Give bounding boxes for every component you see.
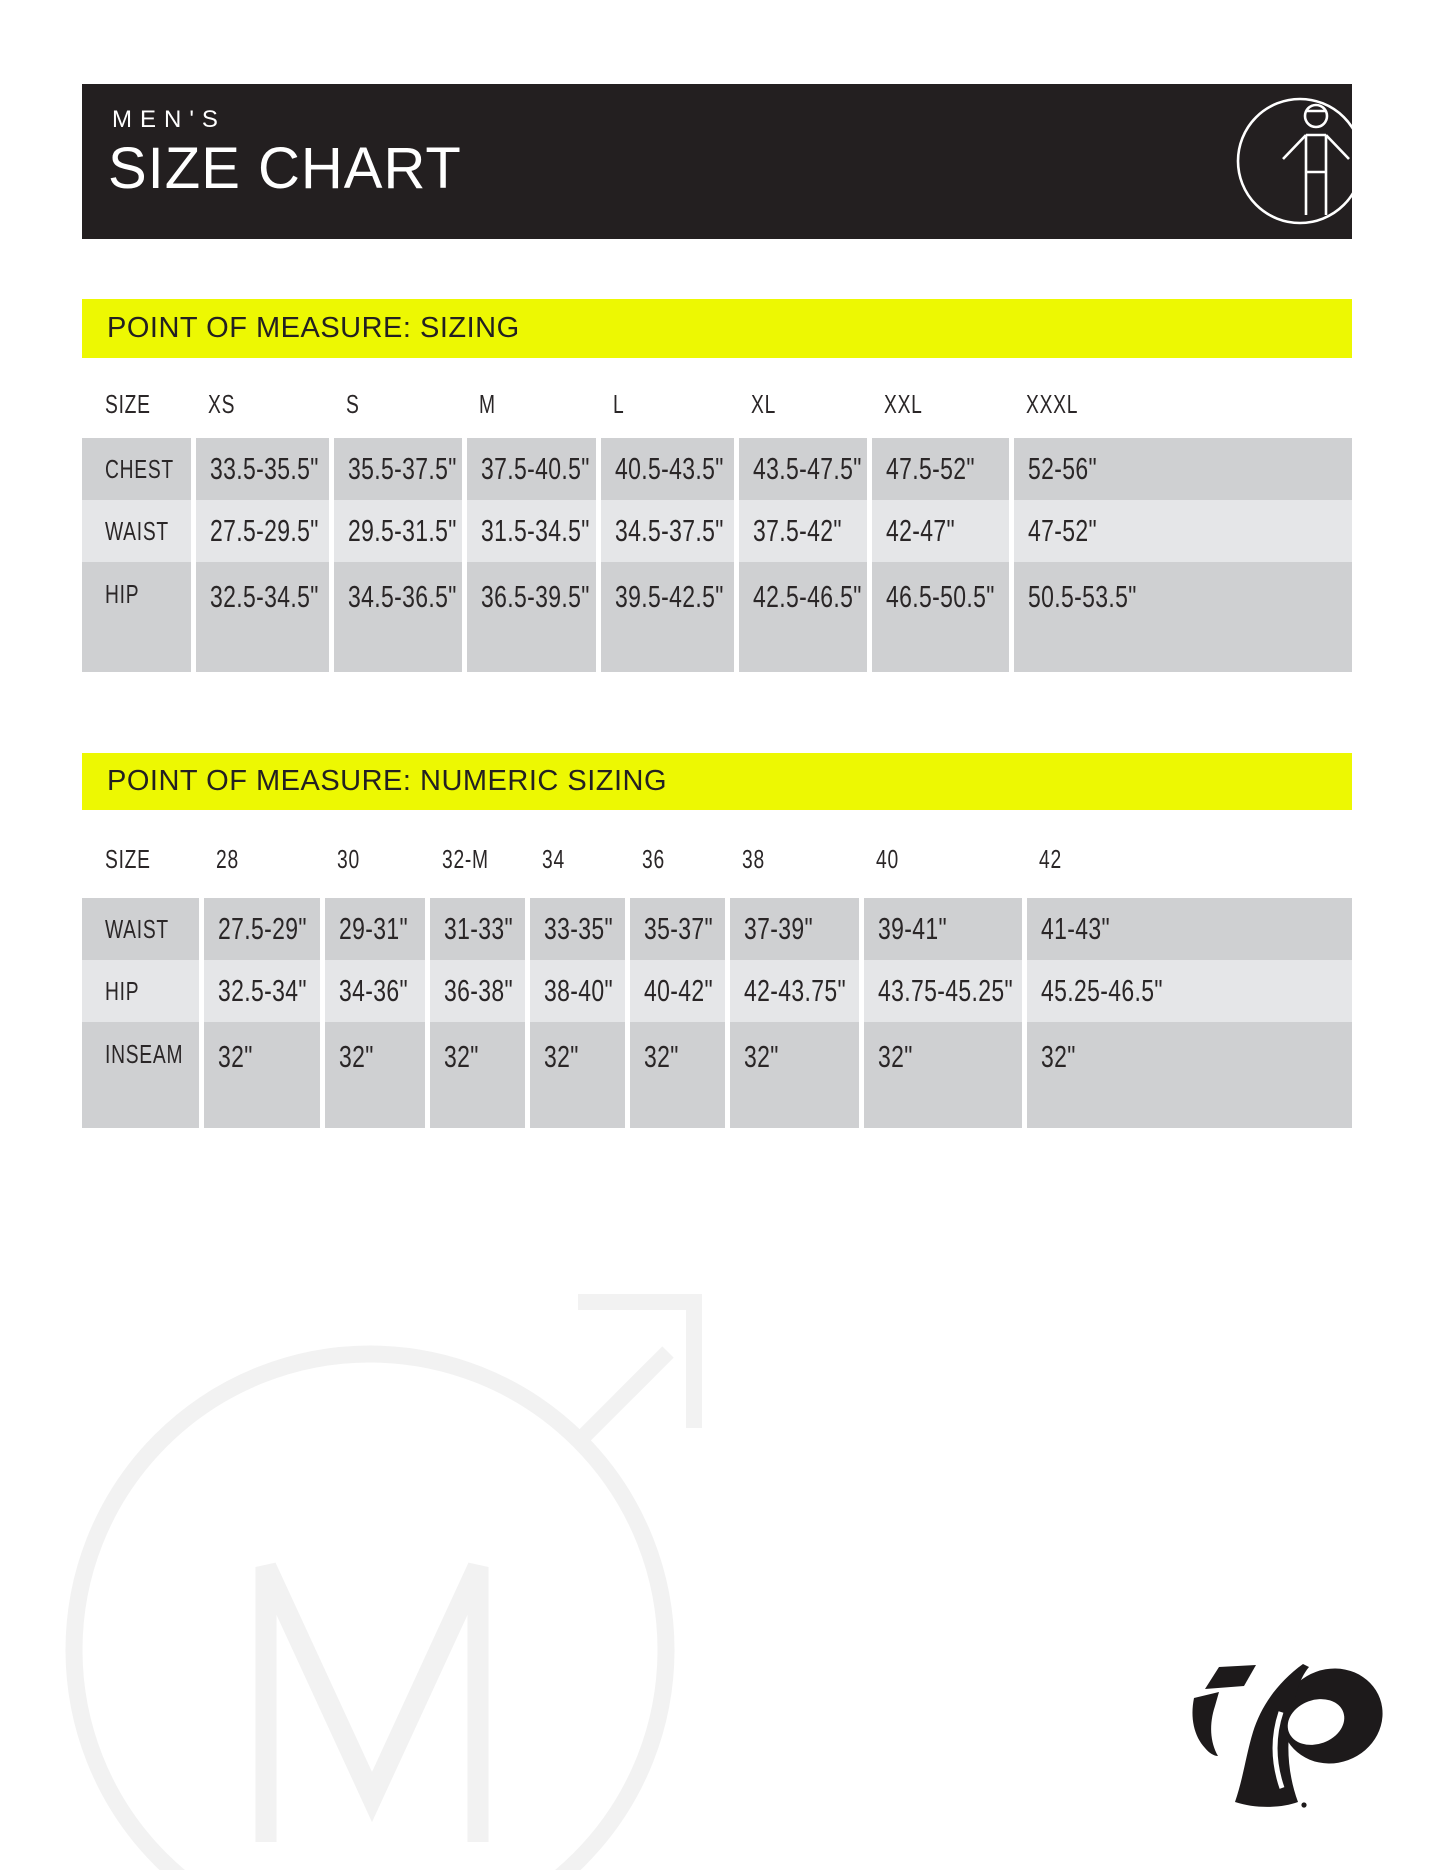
table-cell: 27.5-29" xyxy=(204,898,320,960)
row-label: CHEST xyxy=(82,438,191,500)
table-cell: 42-43.75" xyxy=(730,960,859,1022)
table-cell: 41-43" xyxy=(1027,898,1352,960)
pictogram-circle xyxy=(1238,99,1352,223)
table-cell: 32" xyxy=(730,1022,859,1128)
section-heading-text: POINT OF MEASURE: NUMERIC SIZING xyxy=(107,765,668,797)
table-cell: 47.5-52" xyxy=(872,438,1009,500)
row-label: WAIST xyxy=(82,500,191,562)
table-cell: 32" xyxy=(864,1022,1022,1128)
table-cell: 37.5-42" xyxy=(739,500,867,562)
column-header: 34 xyxy=(542,843,565,874)
table-cell: 33-35" xyxy=(530,898,625,960)
row-label: HIP xyxy=(82,562,191,672)
table-cell: 29.5-31.5" xyxy=(334,500,462,562)
table-cell: 35-37" xyxy=(630,898,725,960)
sizing-table-header xyxy=(82,390,1352,418)
column-header: 38 xyxy=(742,843,765,874)
section-heading-numeric-sizing xyxy=(82,753,1352,810)
table-cell: 32" xyxy=(204,1022,320,1128)
row-label: HIP xyxy=(82,960,199,1022)
sizing-table xyxy=(82,438,1352,672)
column-header: 36 xyxy=(642,843,665,874)
table-cell: 32" xyxy=(325,1022,425,1128)
page-title: SIZE CHART xyxy=(108,136,462,201)
table-cell: 32" xyxy=(1027,1022,1352,1128)
numeric-sizing-table xyxy=(82,898,1352,1128)
column-header: SIZE xyxy=(105,843,151,874)
column-header: 32-M xyxy=(442,843,489,874)
table-cell: 40-42" xyxy=(630,960,725,1022)
row-label: INSEAM xyxy=(82,1022,199,1128)
table-cell: 32" xyxy=(430,1022,525,1128)
table-cell: 52-56" xyxy=(1014,438,1352,500)
column-header: XS xyxy=(208,388,236,419)
column-header: XXL xyxy=(884,388,923,419)
table-cell: 31.5-34.5" xyxy=(467,500,596,562)
table-cell: 36.5-39.5" xyxy=(467,562,596,672)
table-cell: 45.25-46.5" xyxy=(1027,960,1352,1022)
pearl-izumi-logo-icon xyxy=(1190,1652,1390,1817)
male-symbol-watermark-icon xyxy=(60,1290,720,1870)
table-cell: 32" xyxy=(630,1022,725,1128)
table-cell: 36-38" xyxy=(430,960,525,1022)
table-cell: 42-47" xyxy=(872,500,1009,562)
table-cell: 38-40" xyxy=(530,960,625,1022)
table-cell: 37-39" xyxy=(730,898,859,960)
table-cell: 34.5-37.5" xyxy=(601,500,734,562)
column-header: S xyxy=(346,388,360,419)
table-cell: 42.5-46.5" xyxy=(739,562,867,672)
column-header: XXXL xyxy=(1026,388,1079,419)
column-header: 28 xyxy=(216,843,239,874)
table-cell: 39.5-42.5" xyxy=(601,562,734,672)
table-cell: 43.5-47.5" xyxy=(739,438,867,500)
header-eyebrow: MEN'S xyxy=(112,106,226,133)
table-cell: 32" xyxy=(530,1022,625,1128)
column-header: L xyxy=(613,388,625,419)
table-cell: 29-31" xyxy=(325,898,425,960)
table-cell: 32.5-34" xyxy=(204,960,320,1022)
column-header: M xyxy=(479,388,496,419)
table-cell: 27.5-29.5" xyxy=(196,500,329,562)
header-banner xyxy=(82,84,1352,239)
column-header: 40 xyxy=(876,843,899,874)
table-cell: 43.75-45.25" xyxy=(864,960,1022,1022)
column-header: XL xyxy=(751,388,777,419)
section-heading-text: POINT OF MEASURE: SIZING xyxy=(107,312,520,344)
table-cell: 31-33" xyxy=(430,898,525,960)
table-cell: 39-41" xyxy=(864,898,1022,960)
table-cell: 34-36" xyxy=(325,960,425,1022)
table-cell: 50.5-53.5" xyxy=(1014,562,1352,672)
person-pictogram-icon xyxy=(1230,94,1352,234)
watermark-letter xyxy=(266,1567,478,1842)
table-cell: 34.5-36.5" xyxy=(334,562,462,672)
column-header: 42 xyxy=(1039,843,1062,874)
column-header: SIZE xyxy=(105,388,151,419)
section-heading-sizing xyxy=(82,299,1352,358)
table-cell: 33.5-35.5" xyxy=(196,438,329,500)
table-cell: 32.5-34.5" xyxy=(196,562,329,672)
table-cell: 40.5-43.5" xyxy=(601,438,734,500)
table-cell: 37.5-40.5" xyxy=(467,438,596,500)
numeric-table-header xyxy=(82,845,1352,873)
column-header: 30 xyxy=(337,843,360,874)
table-cell: 46.5-50.5" xyxy=(872,562,1009,672)
row-label: WAIST xyxy=(82,898,199,960)
table-cell: 47-52" xyxy=(1014,500,1352,562)
table-cell: 35.5-37.5" xyxy=(334,438,462,500)
